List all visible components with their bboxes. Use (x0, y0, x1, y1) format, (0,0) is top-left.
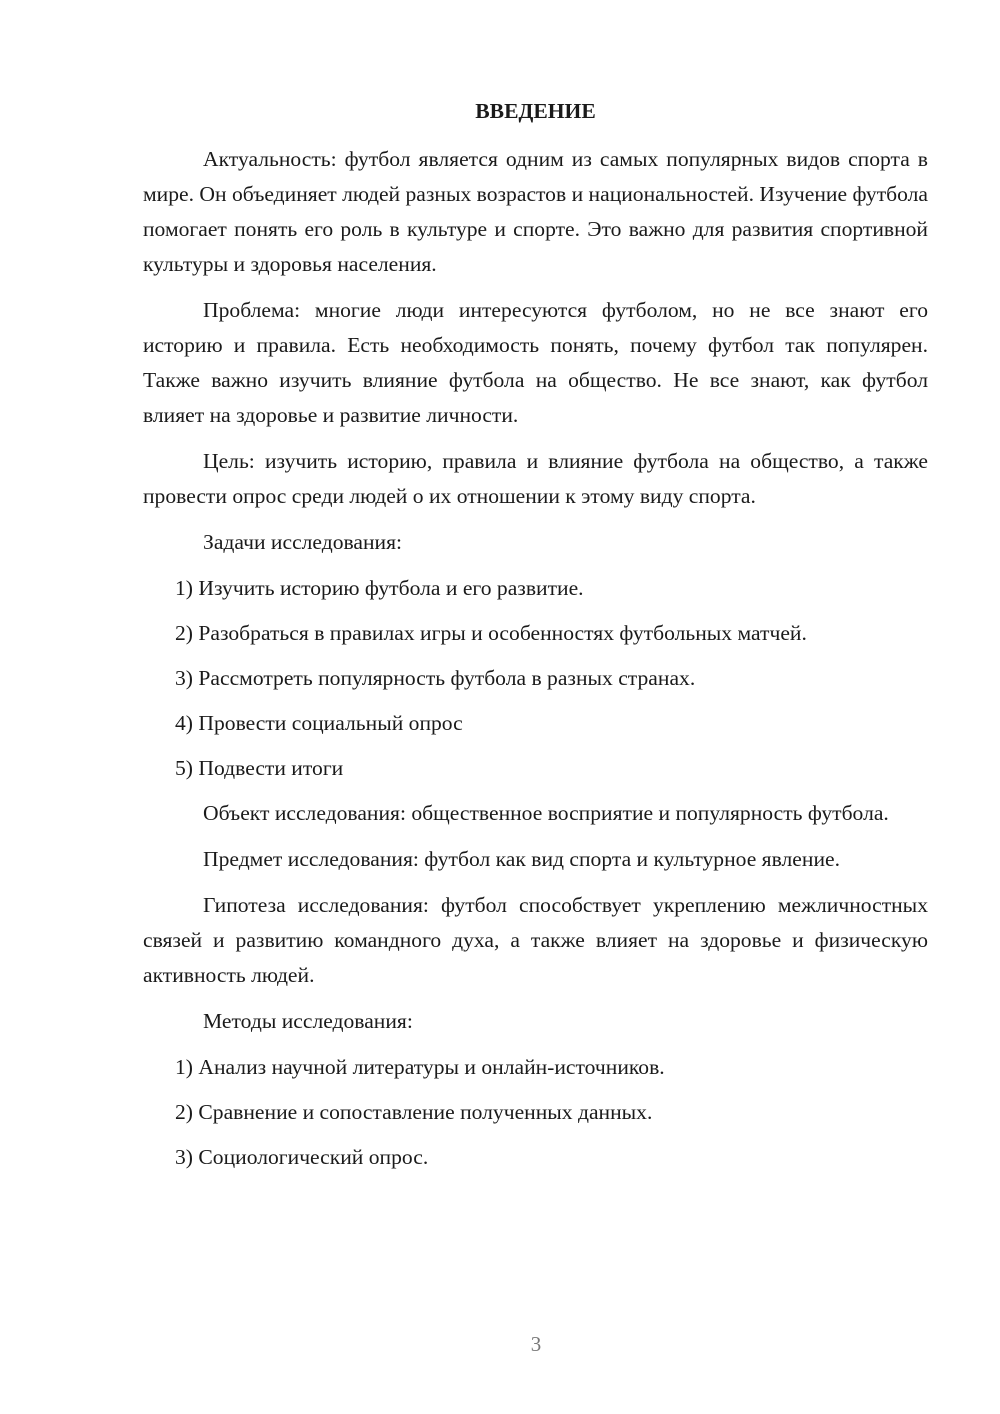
relevance-paragraph: Актуальность: футбол является одним из самых популярных видов спорта в мире. Он объединяет людей разных возрастов и национальностей. Изучение футбола помогает понять его роль в культуре и спорте. Это важно для развития спортивной культуры и здоровья населения. (143, 147, 928, 276)
goal-paragraph: Цель: изучить историю, правила и влияние футбола на общество, а также провести опрос среди людей о их отношении к этому виду спорта. (143, 449, 928, 508)
problem-paragraph: Проблема: многие люди интересуются футболом, но не все знают его историю и правила. Есть необходимость понять, почему футбол так популярен. Также важно изучить влияние футбола на общество. Не все знают, как футбол влияет на здоровье и развитие личности. (143, 298, 928, 427)
task-item: 4) Провести социальный опрос (175, 711, 463, 735)
methods-heading: Методы исследования: (203, 1009, 413, 1033)
method-item: 1) Анализ научной литературы и онлайн-источников. (175, 1055, 665, 1079)
task-item: 1) Изучить историю футбола и его развитие. (175, 576, 584, 600)
task-item: 3) Рассмотреть популярность футбола в разных странах. (175, 666, 696, 690)
task-item: 5) Подвести итоги (175, 756, 344, 780)
hypothesis-paragraph: Гипотеза исследования: футбол способствует укреплению межличностных связей и развитию командного духа, а также влияет на здоровье и физическую активность людей. (143, 893, 928, 987)
method-item: 2) Сравнение и сопоставление полученных данных. (175, 1100, 653, 1124)
subject-paragraph: Предмет исследования: футбол как вид спорта и культурное явление. (203, 847, 840, 871)
task-item: 2) Разобраться в правилах игры и особенностях футбольных матчей. (175, 621, 807, 645)
tasks-heading: Задачи исследования: (203, 530, 403, 554)
method-item: 3) Социологический опрос. (175, 1145, 429, 1169)
object-paragraph: Объект исследования: общественное восприятие и популярность футбола. (203, 801, 889, 825)
page-title: ВВЕДЕНИЕ (475, 99, 596, 123)
document-page (143, 94, 928, 1185)
page-number: 3 (530, 1332, 542, 1356)
